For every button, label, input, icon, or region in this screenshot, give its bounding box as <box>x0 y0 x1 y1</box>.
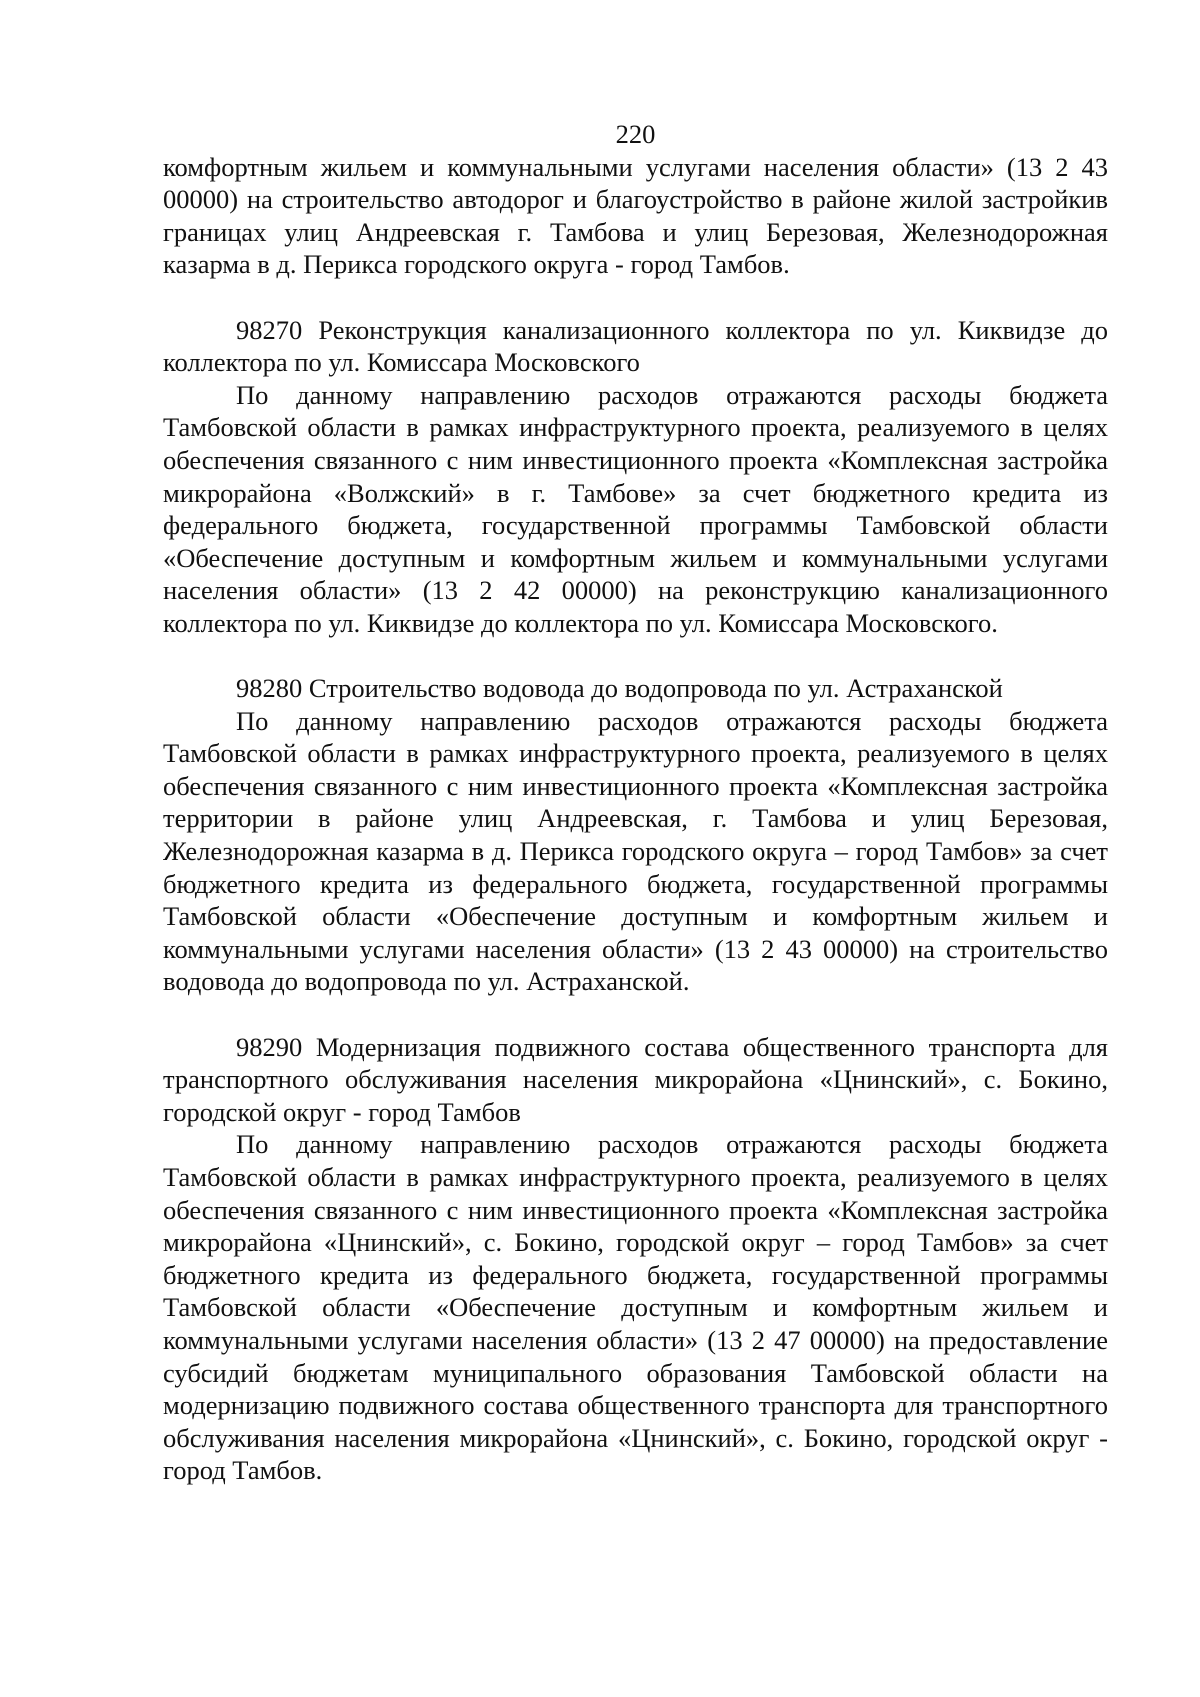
section-title: 98290 Модернизация подвижного состава общественного транспорта для транспортного обслуживания населения микрорайона «Цнинский», с. Бокино, городской округ - город Тамбов <box>163 1031 1108 1127</box>
section-title: 98270 Реконструкция канализационного коллектора по ул. Киквидзе до коллектора по ул. Комиссара Московского <box>163 314 1108 378</box>
section-98290 <box>163 1031 1108 1487</box>
paragraph-gap <box>163 998 1108 1031</box>
section-body: По данному направлению расходов отражаются расходы бюджета Тамбовской области в рамках инфраструктурного проекта, реализуемого в целях обеспечения связанного с ним инвестиционного проекта «Комплексная застройка микрорайона «Волжский» в г. Тамбове» за счет бюджетного кредита из федерального бюджета, государственной программы Тамбовской области «Обеспечение доступным и комфортным жильем и коммунальными услугами населения области» (13 2 42 00000) на реконструкцию канализационного коллектора по ул. Киквидзе до коллектора по ул. Комиссара Московского. <box>163 379 1108 638</box>
section-98270 <box>163 314 1108 640</box>
section-98280 <box>163 672 1108 998</box>
paragraph-gap <box>163 281 1108 314</box>
section-body: По данному направлению расходов отражаются расходы бюджета Тамбовской области в рамках инфраструктурного проекта, реализуемого в целях обеспечения связанного с ним инвестиционного проекта «Комплексная застройка микрорайона «Цнинский», с. Бокино, городской округ – город Тамбов» за счет бюджетного кредита из федерального бюджета, государственной программы Тамбовской области «Обеспечение доступным и комфортным жильем и коммунальными услугами населения области» (13 2 47 00000) на предоставление субсидий бюджетам муниципального образования Тамбовской области на модернизацию подвижного состава общественного транспорта для транспортного обслуживания населения микрорайона «Цнинский», с. Бокино, городской округ - город Тамбов. <box>163 1129 1108 1486</box>
section-body: По данному направлению расходов отражаются расходы бюджета Тамбовской области в рамках инфраструктурного проекта, реализуемого в целях обеспечения связанного с ним инвестиционного проекта «Комплексная застройка территории в районе улиц Андреевская, г. Тамбова и улиц Березовая, Железнодорожная казарма в д. Перикса городского округа – город Тамбов» за счет бюджетного кредита из федерального бюджета, государственной программы Тамбовской области «Обеспечение доступным и комфортным жильем и коммунальными услугами населения области» (13 2 43 00000) на строительство водовода до водопровода по ул. Астраханской. <box>163 705 1108 997</box>
paragraph-gap <box>163 640 1108 673</box>
section-title: 98280 Строительство водовода до водопровода по ул. Астраханской <box>236 673 1003 704</box>
page-number: 220 <box>615 119 656 149</box>
intro-paragraph: комфортным жильем и коммунальными услугами населения области» (13 2 43 00000) на строительство автодорог и благоустройство в районе жилой застройкив границах улиц Андреевская г. Тамбова и улиц Березовая, Железнодорожная казарма в д. Перикса городского округа - город Тамбов. <box>163 151 1108 280</box>
document-page <box>163 118 1108 1487</box>
